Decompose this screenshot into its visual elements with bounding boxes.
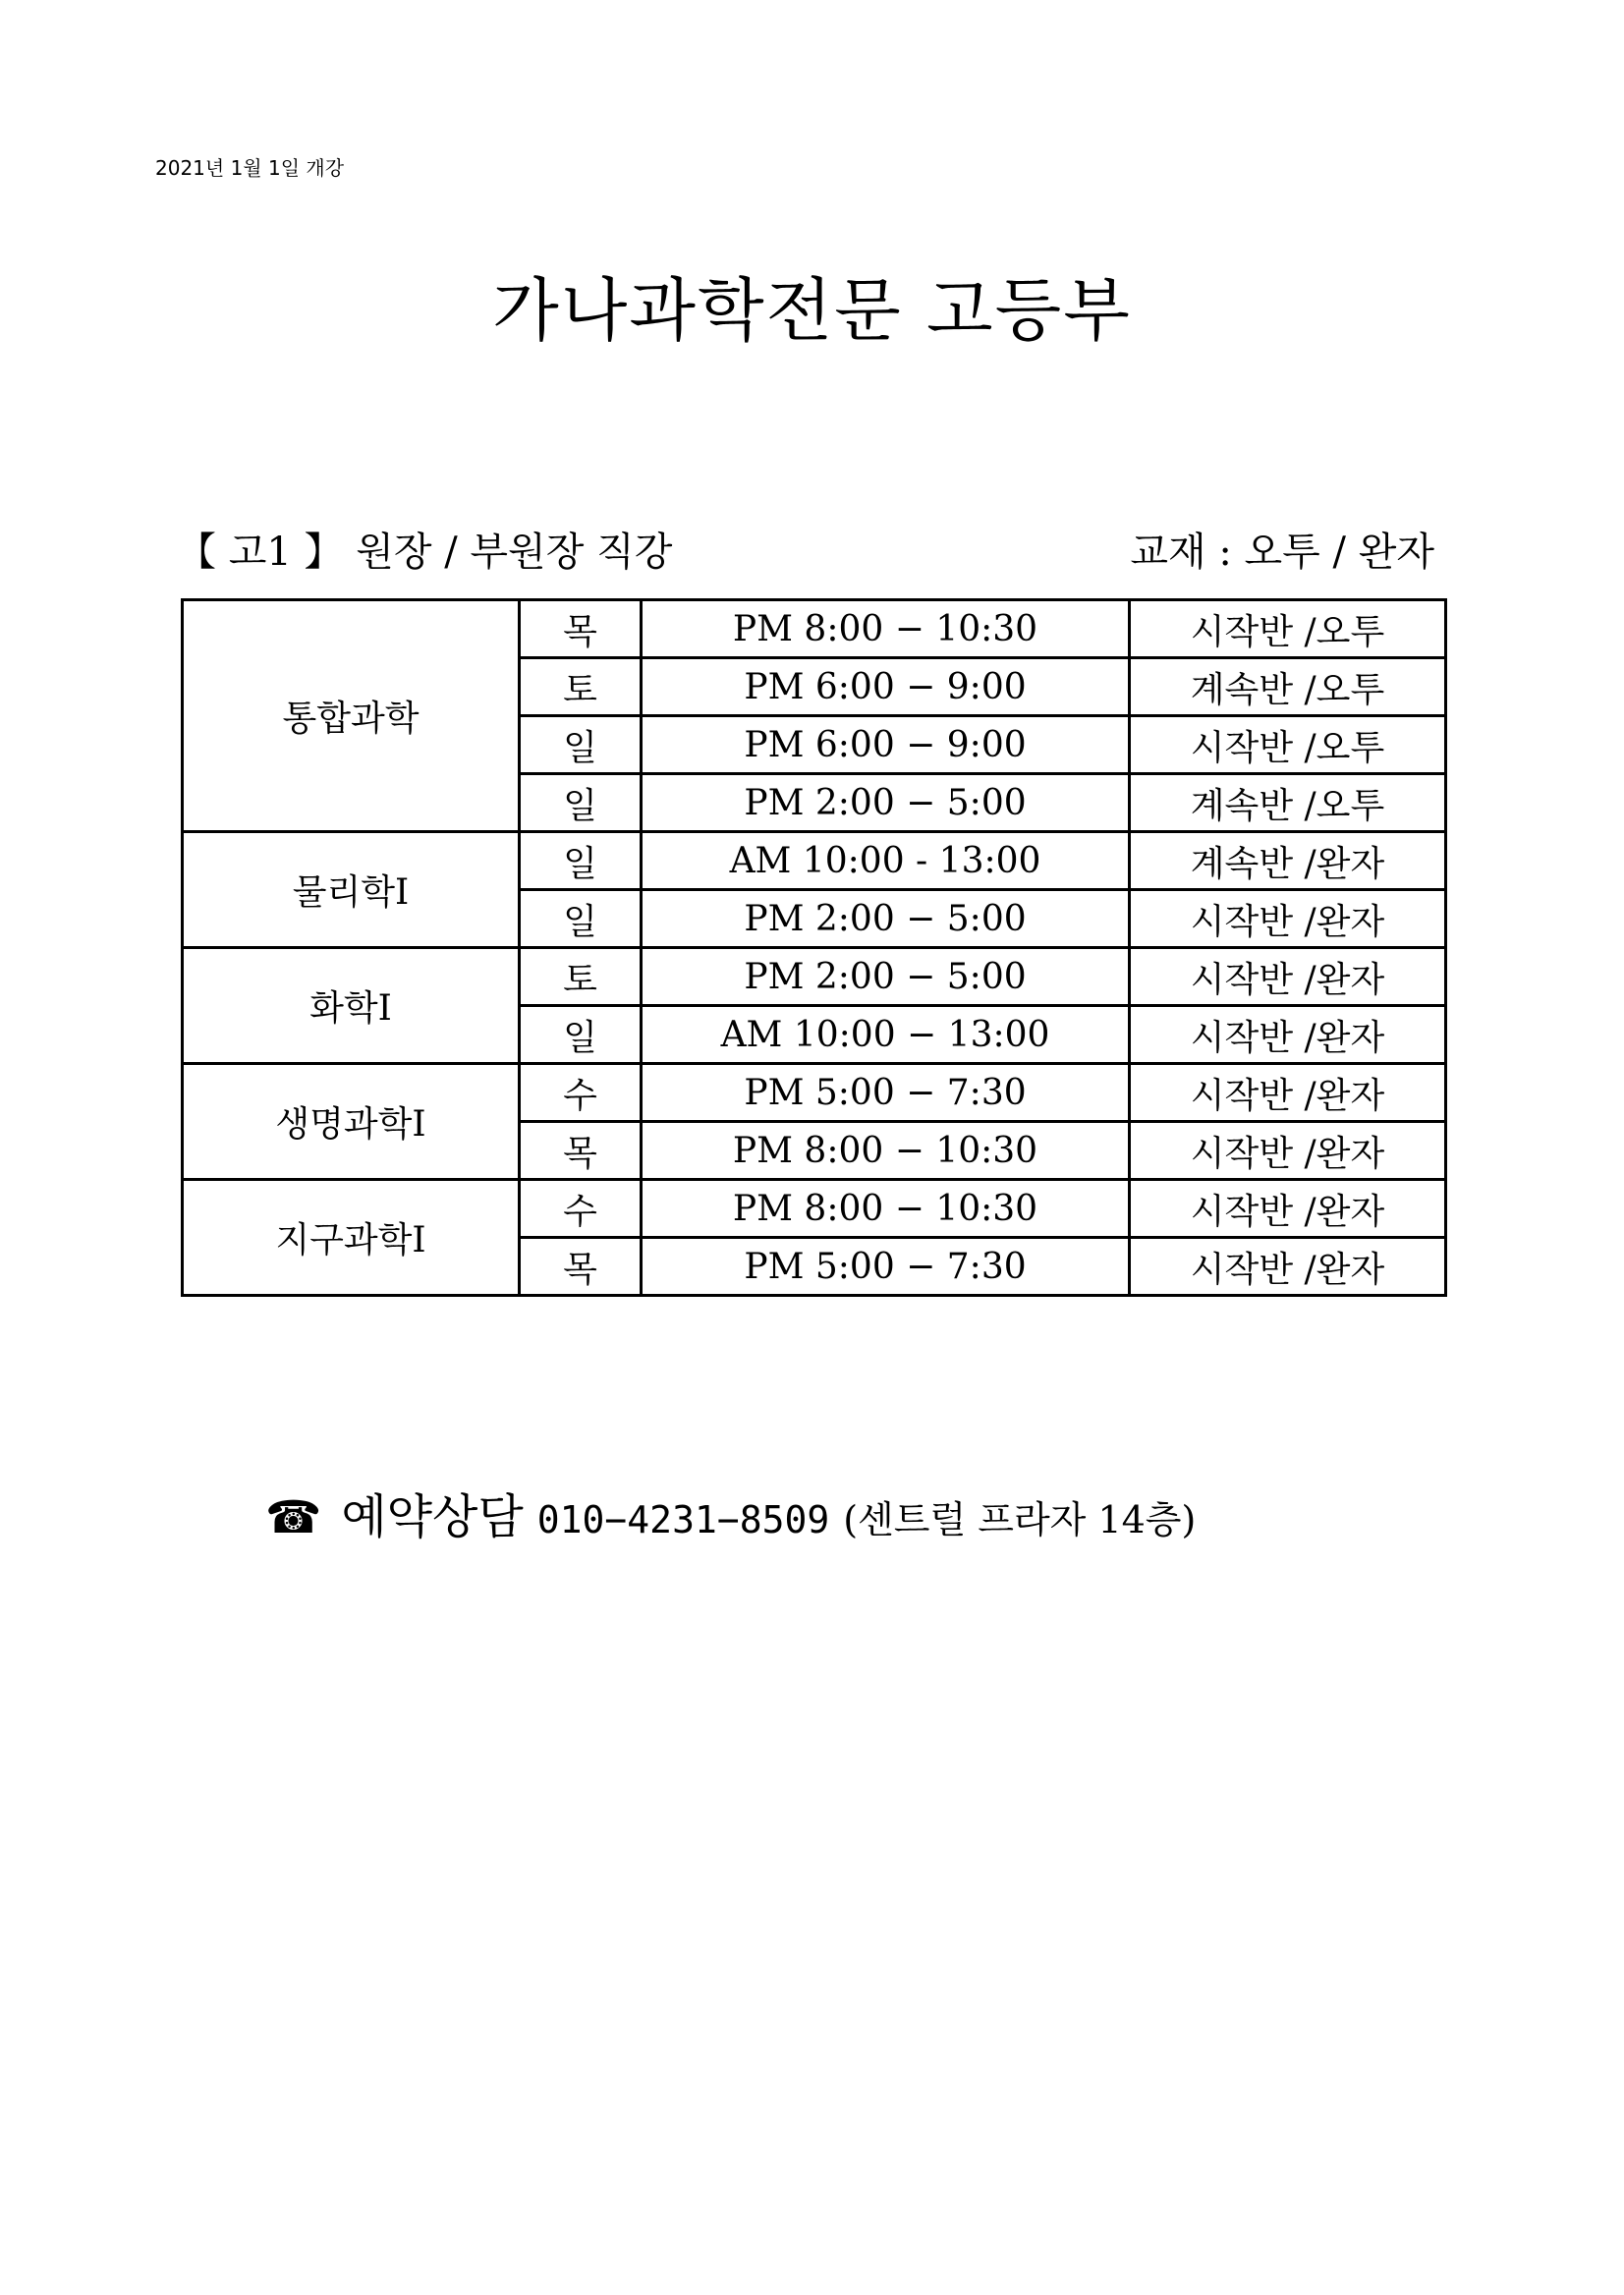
day-cell: 일	[520, 1006, 642, 1064]
day-cell: 수	[520, 1064, 642, 1122]
schedule-table	[181, 598, 1447, 1297]
textbook-info: 교재 : 오투 / 완자	[1130, 530, 1434, 575]
time-cell: PM 5:00 − 7:30	[642, 1238, 1130, 1296]
time-cell: AM 10:00 − 13:00	[642, 1006, 1130, 1064]
schedule-row	[183, 1180, 1446, 1238]
class-note-cell: 계속반 /오투	[1130, 658, 1446, 716]
schedule-row	[183, 832, 1446, 890]
day-cell: 일	[520, 774, 642, 832]
class-level-instructor: 【 고1 】 원장 / 부원장 직강	[177, 530, 673, 575]
day-cell: 목	[520, 600, 642, 658]
class-note-cell: 시작반 /오투	[1130, 600, 1446, 658]
time-cell: PM 2:00 − 5:00	[642, 948, 1130, 1006]
time-cell: AM 10:00 - 13:00	[642, 832, 1130, 890]
class-note-cell: 시작반 /완자	[1130, 1006, 1446, 1064]
class-note-cell: 계속반 /완자	[1130, 832, 1446, 890]
class-note-cell: 계속반 /오투	[1130, 774, 1446, 832]
class-note-cell: 시작반 /완자	[1130, 1064, 1446, 1122]
subject-name-cell: 물리학Ⅰ	[183, 832, 520, 948]
time-cell: PM 8:00 − 10:30	[642, 1180, 1130, 1238]
day-cell: 일	[520, 832, 642, 890]
contact-label: 예약상담	[341, 1489, 524, 1544]
time-cell: PM 2:00 − 5:00	[642, 890, 1130, 948]
time-cell: PM 8:00 − 10:30	[642, 600, 1130, 658]
open-date: 2021년 1월 1일 개강	[155, 156, 345, 180]
contact-line	[265, 1479, 1196, 1546]
class-note-cell: 시작반 /완자	[1130, 1238, 1446, 1296]
schedule-row	[183, 1064, 1446, 1122]
schedule-table-body	[183, 600, 1446, 1296]
subject-name-cell: 지구과학Ⅰ	[183, 1180, 520, 1296]
day-cell: 일	[520, 716, 642, 774]
schedule-row	[183, 600, 1446, 658]
phone-number: 010−4231−8509	[536, 1498, 830, 1541]
time-cell: PM 5:00 − 7:30	[642, 1064, 1130, 1122]
day-cell: 토	[520, 658, 642, 716]
day-cell: 일	[520, 890, 642, 948]
time-cell: PM 8:00 − 10:30	[642, 1122, 1130, 1180]
contact-location: (센트럴 프라자 14층)	[843, 1498, 1197, 1541]
schedule-row	[183, 948, 1446, 1006]
day-cell: 목	[520, 1238, 642, 1296]
time-cell: PM 6:00 − 9:00	[642, 658, 1130, 716]
day-cell: 수	[520, 1180, 642, 1238]
day-cell: 토	[520, 948, 642, 1006]
time-cell: PM 6:00 − 9:00	[642, 716, 1130, 774]
class-note-cell: 시작반 /완자	[1130, 890, 1446, 948]
subject-name-cell: 통합과학	[183, 600, 520, 832]
class-note-cell: 시작반 /완자	[1130, 948, 1446, 1006]
subject-name-cell: 생명과학Ⅰ	[183, 1064, 520, 1180]
page-title: 가나과학전문 고등부	[492, 270, 1132, 351]
class-note-cell: 시작반 /오투	[1130, 716, 1446, 774]
day-cell: 목	[520, 1122, 642, 1180]
class-info-header	[177, 521, 1434, 580]
class-note-cell: 시작반 /완자	[1130, 1122, 1446, 1180]
subject-name-cell: 화학Ⅰ	[183, 948, 520, 1064]
telephone-icon: ☎	[265, 1490, 322, 1543]
time-cell: PM 2:00 − 5:00	[642, 774, 1130, 832]
class-note-cell: 시작반 /완자	[1130, 1180, 1446, 1238]
